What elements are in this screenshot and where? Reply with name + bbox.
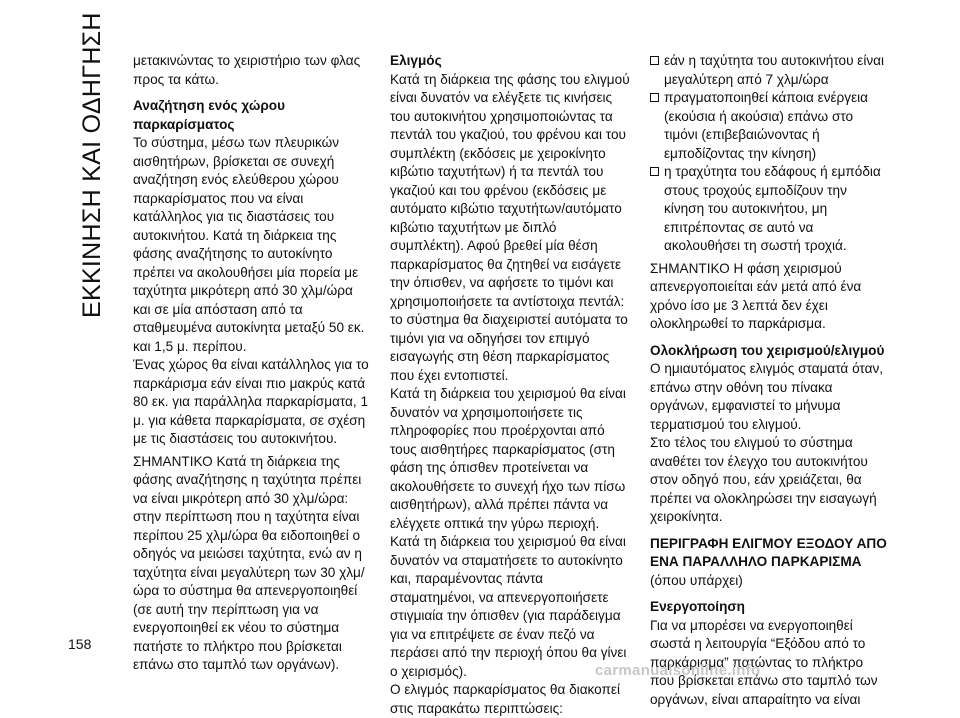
square-bullet-icon bbox=[650, 93, 659, 102]
paragraph: Για να μπορέσει να ενεργοποιηθεί σωστά η λειτουργία “Εξόδου από το παρκάρισμα” πατώντας το πλήκτρο που βρίσκεται επάνω στο ταμπλό των οργάνων, είναι απαραίτητο να είναι bbox=[650, 617, 878, 707]
important-note: ΣΗΜΑΝΤΙΚΟ Η φάση χειρισμού απενεργοποιείται εάν μετά από ένα χρόνο ίσο με 3 λεπτά δεν έχει ολοκληρωθεί το παρκάρισμα. bbox=[650, 260, 862, 331]
paragraph: Κατά τη διάρκεια της φάσης του ελιγμού είναι δυνατόν να ελέγξετε τις κινήσεις του αυτοκινήτου χρησιμοποιώντας τα πεντάλ του γκαζιού, του φρένου και του συμπλέκτη (εκδόσεις με χειροκίνητο κιβώτιο ταχυτήτων) ή τα πεντάλ του γκαζιού και του φρένου (εκδόσεις με αυτόματο κιβώτιο ταχυτήτων/αυτόματο κιβώτιο ταχυτήτων με διπλό συμπλέκτη). Αφού βρεθεί μία θέση παρκαρίσματος θα ζητηθεί να εισάγετε την όπισθεν, να αφήσετε το τιμόνι και χρησιμοποιήσετε τα αντίστοιχα πεντάλ: το σύστημα θα διαχειριστεί αυτόματα το τιμόνι για να οδηγήσει τον επιμγό εισαγωγής στη θέση παρκαρίσματος που έχει εντοπιστεί. bbox=[390, 71, 630, 383]
list-item: η τραχύτητα του εδάφους ή εμπόδια στους τροχούς εμποδίζουν την κίνηση του αυτοκινήτου, μη επιτρέποντας σε αυτό να ακολουθήσει τη σωστή τροχιά. bbox=[650, 163, 890, 256]
text-column-3 bbox=[650, 52, 890, 709]
heading-exit-maneuver: ΠΕΡΙΓΡΑΦΗ ΕΛΙΓΜΟΥ ΕΞΟΔΟΥ ΑΠΟ ΕΝΑ ΠΑΡΑΛΛΗΛΟ ΠΑΡΚΑΡΙΣΜΑ bbox=[650, 535, 887, 569]
section-side-title bbox=[72, 12, 112, 318]
page-number: 158 bbox=[68, 636, 92, 652]
list-item: πραγματοποιηθεί κάποια ενέργεια (εκούσια ή ακούσια) επάνω στο τιμόνι (επιβεβαιώνοντας ή εμποδίζοντας την κίνηση) bbox=[650, 89, 890, 163]
text-column-1 bbox=[133, 52, 373, 675]
paragraph: Ένας χώρος θα είναι κατάλληλος για το παρκάρισμα εάν είναι πιο μακρύς κατά 80 εκ. για παράλληλα παρκαρίσματα, 1 μ. για κάθετα παρκαρίσματα, σε σχέση με τις διαστάσεις του αυτοκινήτου. bbox=[133, 357, 369, 446]
paragraph: Το σύστημα, μέσω των πλευρικών αισθητήρων, βρίσκεται σε συνεχή αναζήτηση ενός ελεύθερου χώρου παρκαρίσματος που να είναι κατάλληλος για τις διαστάσεις του αυτοκινήτου. Κατά τη διάρκεια της φάσης αναζήτησης το αυτοκίνητο πρέπει να ακολουθήσει μία πορεία με ταχύτητα μικρότερη από 30 χλμ/ώρα και σε μία απόσταση από τα σταθμευμένα αυτοκίνητα μεταξύ 50 εκ. και 1,5 μ. περίπου. bbox=[133, 135, 365, 354]
paragraph: Κατά τη διάρκεια του χειρισμού θα είναι δυνατόν να σταματήσετε το αυτοκίνητο και, παραμένοντας πάντα σταματημένοι, να απενεργοποιήσετε στιγμιαία την όπισθεν (για παράδειγμα για να επιτρέψετε σε έναν πεζό να περάσει από την περιοχή όπου θα γίνει ο χειρισμός). bbox=[390, 534, 627, 679]
paragraph: Ο ημιαυτόματος ελιγμός σταματά όταν, επάνω στην οθόνη του πίνακα οργάνων, εμφανιστεί το μήνυμα τερματισμού του ελιγμού. bbox=[650, 361, 884, 432]
text-column-2 bbox=[390, 52, 630, 718]
section-side-title-text: ΕΚΚΙΝΗΣΗ ΚΑΙ ΟΔΗΓΗΣΗ bbox=[78, 12, 106, 318]
paragraph: Κατά τη διάρκεια του χειρισμού θα είναι δυνατόν να χρησιμοποιήσετε τις πληροφορίες που προέρχονται από τους αισθητήρες παρκαρίσματος (στη φάση της όπισθεν προτείνεται να ακολουθήσετε το συνεχή ήχο των πίσω αισθητήρων), αλλά πρέπει πάντα να ελέγχετε οπτικά την γύρω περιοχή. bbox=[390, 386, 626, 531]
square-bullet-icon bbox=[650, 56, 659, 65]
paragraph: (όπου υπάρχει) bbox=[650, 572, 743, 588]
heading-maneuver: Ελιγμός bbox=[390, 53, 442, 68]
paragraph: Στο τέλος του ελιγμού το σύστημα αναθέτει τον έλεγχο του αυτοκινήτου στον οδηγό που, εάν χρειάζεται, θα πρέπει να ολοκληρώσει την εισαγωγή χειροκίνητα. bbox=[650, 435, 877, 524]
important-note: ΣΗΜΑΝΤΙΚΟ Κατά τη διάρκεια της φάσης αναζήτησης η ταχύτητα πρέπει να είναι μικρότερη από 30 χλμ/ώρα: στην περίπτωση που η ταχύτητα είναι περίπου 25 χλμ/ώρα θα ειδοποιηθεί ο οδηγός να μειώσει ταχύτητα, ενώ αν η ταχύτητα είναι μεγαλύτερη των 30 χλμ/ώρα το σύστημα θα απενεργοποιηθεί (σε αυτή την περίπτωση για να ενεργοποιηθεί εκ νέου το σύστημα πατήστε το πλήκτρο που βρίσκεται επάνω στο ταμπλό των οργάνων). bbox=[133, 453, 365, 672]
square-bullet-icon bbox=[650, 167, 659, 176]
heading-parking-space-search: Αναζήτηση ενός χώρου παρκαρίσματος bbox=[133, 98, 286, 132]
list-item: εάν η ταχύτητα του αυτοκινήτου είναι μεγαλύτερη από 7 χλμ/ώρα bbox=[650, 52, 890, 89]
paragraph: Ο ελιγμός παρκαρίσματος θα διακοπεί στις παρακάτω περιπτώσεις: bbox=[390, 682, 621, 716]
heading-maneuver-completion: Ολοκλήρωση του χειρισμού/ελιγμού bbox=[650, 342, 885, 358]
paragraph: μετακινώντας το χειριστήριο των φλας προς τα κάτω. bbox=[133, 53, 361, 87]
heading-activation: Ενεργοποίηση bbox=[650, 599, 745, 614]
watermark: carmanualsonline.info bbox=[595, 662, 761, 679]
